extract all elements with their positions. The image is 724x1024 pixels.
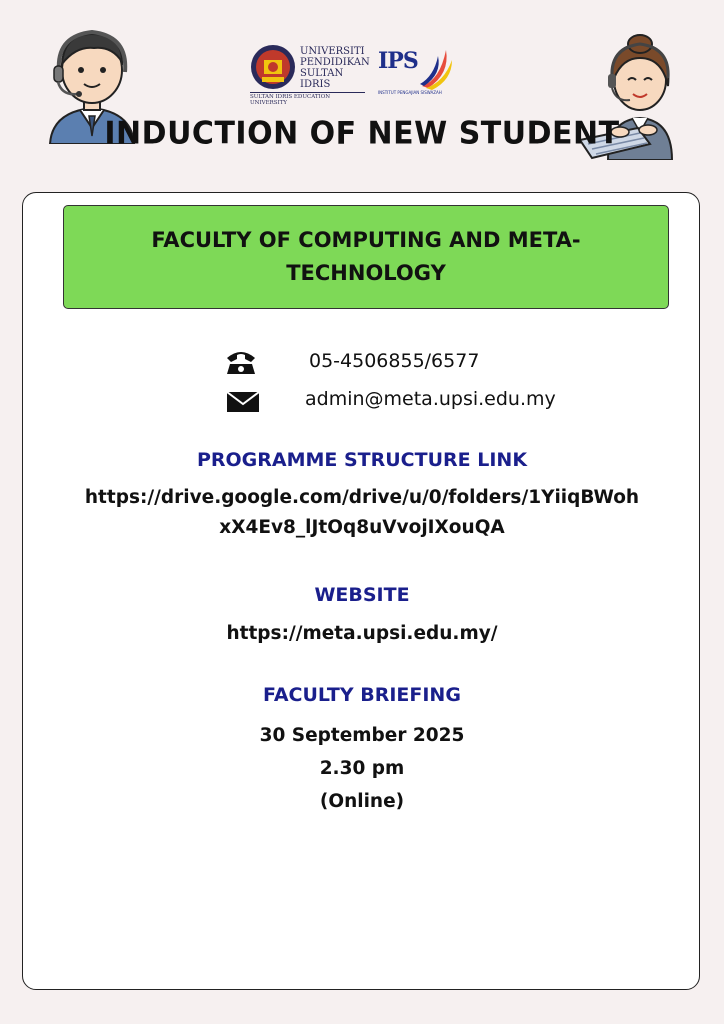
upsi-name — [300, 46, 370, 90]
briefing-details — [23, 719, 701, 818]
upsi-subtitle: SULTAN IDRIS EDUCATION UNIVERSITY — [250, 92, 365, 106]
programme-link-line2[interactable]: xX4Ev8_lJtOq8uVvojIXouQA — [219, 517, 505, 538]
website-url[interactable]: https://meta.upsi.edu.my/ — [226, 623, 498, 644]
programme-link[interactable] — [23, 483, 701, 543]
programme-heading: PROGRAMME STRUCTURE LINK — [196, 449, 528, 471]
website-heading: WEBSITE — [314, 584, 410, 606]
faculty-banner — [63, 205, 669, 309]
ips-name: IPS — [378, 48, 418, 74]
upsi-name-line: UNIVERSITI — [300, 46, 365, 57]
briefing-time: 2.30 pm — [319, 758, 405, 779]
email-address: admin@meta.upsi.edu.my — [305, 388, 556, 410]
upsi-name-line: SULTAN IDRIS — [300, 68, 344, 90]
header — [0, 0, 724, 180]
briefing-heading: FACULTY BRIEFING — [263, 684, 461, 706]
phone-row — [223, 348, 643, 378]
page-title: INDUCTION OF NEW STUDENT — [104, 115, 620, 152]
phone-number: 05-4506855/6577 — [309, 350, 480, 372]
envelope-icon — [223, 386, 259, 416]
ips-subtitle: INSTITUT PENGAJIAN SISWAZAH — [378, 90, 442, 95]
email-row — [223, 386, 643, 416]
upsi-seal — [250, 44, 296, 90]
programme-link-line1[interactable]: https://drive.google.com/drive/u/0/folders/1YiiqBWoh — [84, 487, 640, 508]
briefing-mode: (Online) — [319, 791, 405, 812]
upsi-name-line: PENDIDIKAN — [300, 57, 370, 68]
ips-swoosh-icon — [420, 46, 454, 90]
upsi-logo — [250, 44, 370, 106]
ips-logo — [376, 46, 454, 102]
faculty-name: FACULTY OF COMPUTING AND META-TECHNOLOGY — [151, 228, 581, 285]
briefing-date: 30 September 2025 — [259, 725, 465, 746]
phone-icon — [223, 348, 259, 378]
info-card — [22, 192, 700, 990]
